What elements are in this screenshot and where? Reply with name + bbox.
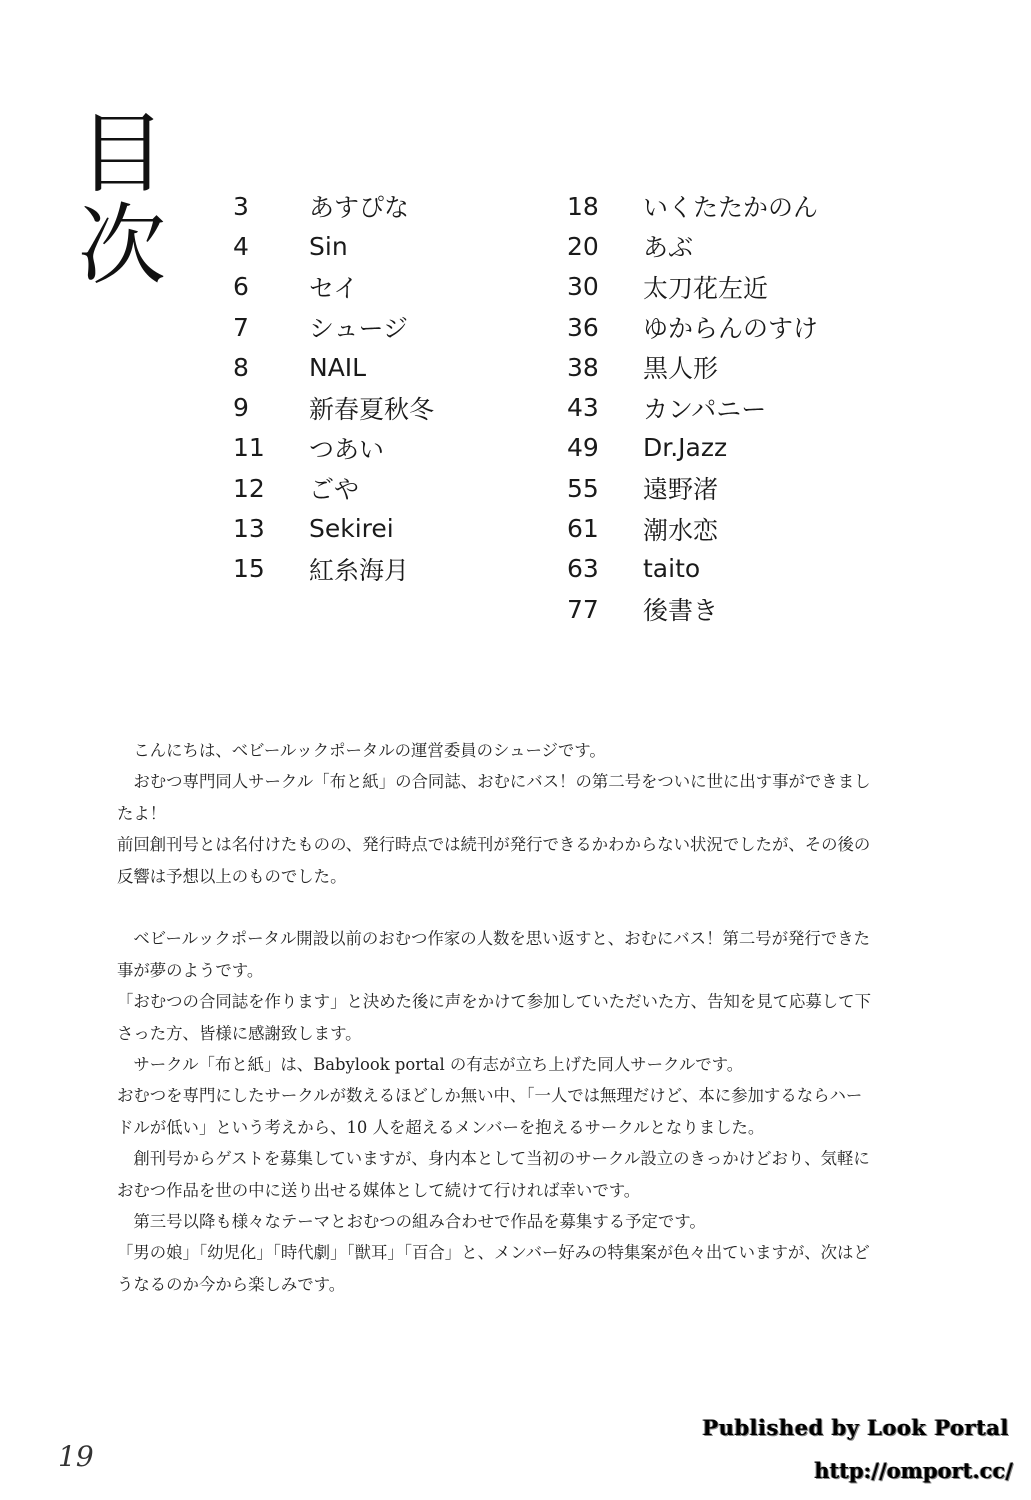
toc-author-name: カンパニー bbox=[643, 394, 767, 424]
toc-author-name: Sin bbox=[309, 231, 348, 261]
toc-author-name: つあい bbox=[309, 434, 385, 464]
paragraph: 「男の娘」「幼児化」「時代劇」「獣耳」「百合」と、メンバー好みの特集案が色々出ていますが、次はどうなるのか今から楽しみです。 bbox=[117, 1243, 870, 1294]
toc-page-number: 20 bbox=[567, 231, 599, 261]
toc-page-number: 13 bbox=[233, 514, 265, 544]
toc-author-name: 後書き bbox=[643, 596, 719, 626]
toc-author-name: ごや bbox=[309, 475, 360, 505]
toc-page-number: 6 bbox=[233, 272, 249, 302]
toc-entry bbox=[567, 186, 818, 226]
toc-page-number: 55 bbox=[567, 473, 599, 503]
paragraph-gap bbox=[117, 892, 877, 923]
toc-author-name: Sekirei bbox=[309, 514, 394, 544]
toc-author-name: 太刀花左近 bbox=[643, 273, 769, 303]
toc-author-name: いくたたかのん bbox=[643, 193, 819, 223]
paragraph: ベビールックポータル開設以前のおむつ作家の人数を思い返すと、おむにバス！第二号が発行できた事が夢のようです。 bbox=[117, 929, 870, 980]
foreword-text bbox=[117, 735, 877, 1300]
heading-char-1: 目 bbox=[78, 102, 167, 205]
toc-author-name: 黒人形 bbox=[643, 354, 719, 384]
site-url-watermark: http://omport.cc/ bbox=[814, 1458, 1013, 1483]
toc-entry bbox=[567, 549, 818, 589]
toc-entry bbox=[567, 226, 818, 266]
toc-page-number: 38 bbox=[567, 352, 599, 382]
page-number: 19 bbox=[58, 1440, 94, 1473]
toc-entry bbox=[567, 589, 818, 629]
toc-page-number: 36 bbox=[567, 312, 599, 342]
paragraph: 「おむつの合同誌を作ります」と決めた後に声をかけて参加していただいた方、告知を見て応募して下さった方、皆様に感謝致します。 bbox=[117, 992, 871, 1043]
toc-entry bbox=[233, 267, 434, 307]
toc-author-name: シュージ bbox=[309, 314, 409, 344]
toc-page-number: 61 bbox=[567, 514, 599, 544]
paragraph: おむつを専門にしたサークルが数えるほどしか無い中、「一人では無理だけど、本に参加するならハードルが低い」という考えから、10 人を超えるメンバーを抱えるサークルとなりました。 bbox=[117, 1086, 863, 1137]
toc-entry bbox=[233, 347, 434, 387]
paragraph: 前回創刊号とは名付けたものの、発行時点では続刊が発行できるかわからない状況でしたが、その後の反響は予想以上のものでした。 bbox=[117, 835, 871, 886]
publisher-watermark: Published by Look Portal bbox=[702, 1415, 1009, 1440]
toc-entry bbox=[233, 428, 434, 468]
toc-page-number: 7 bbox=[233, 312, 249, 342]
toc-entry bbox=[233, 226, 434, 266]
toc-entry bbox=[567, 307, 818, 347]
toc-entry bbox=[567, 387, 818, 427]
toc-page-number: 15 bbox=[233, 554, 265, 584]
toc-author-name: Dr.Jazz bbox=[643, 433, 728, 463]
toc-entry bbox=[233, 468, 434, 508]
toc-page-number: 63 bbox=[567, 554, 599, 584]
toc-entry bbox=[233, 549, 434, 589]
toc-page-number: 77 bbox=[567, 594, 599, 624]
toc-author-name: 遠野渚 bbox=[643, 475, 719, 505]
paragraph: 創刊号からゲストを募集していますが、身内本として当初のサークル設立のきっかけどおり、気軽におむつ作品を世の中に送り出せる媒体として続けて行ければ幸いです。 bbox=[117, 1149, 870, 1200]
toc-author-name: セイ bbox=[309, 273, 359, 303]
paragraph: こんにちは、ベビールックポータルの運営委員のシュージです。 bbox=[133, 741, 606, 760]
toc-page-number: 49 bbox=[567, 433, 599, 463]
toc-entry bbox=[233, 186, 434, 226]
toc-page-number: 18 bbox=[567, 191, 599, 221]
toc-entry bbox=[567, 347, 818, 387]
toc-author-name: 新春夏秋冬 bbox=[309, 394, 435, 424]
toc-author-name: taito bbox=[643, 554, 701, 584]
toc-page-number: 9 bbox=[233, 393, 249, 423]
toc-column-left bbox=[233, 186, 434, 589]
paragraph: サークル「布と紙」は、Babylook portal の有志が立ち上げた同人サークルです。 bbox=[133, 1055, 744, 1075]
toc-page-number: 30 bbox=[567, 272, 599, 302]
toc-entry bbox=[567, 428, 818, 468]
toc-author-name: ゆからんのすけ bbox=[643, 314, 819, 344]
toc-column-right bbox=[567, 186, 818, 629]
toc-author-name: 潮水恋 bbox=[643, 515, 719, 545]
toc-page-number: 4 bbox=[233, 231, 249, 261]
toc-author-name: NAIL bbox=[309, 352, 367, 382]
toc-page-number: 3 bbox=[233, 191, 249, 221]
toc-entry bbox=[233, 508, 434, 548]
toc-page-number: 43 bbox=[567, 393, 599, 423]
heading-char-2: 次 bbox=[78, 194, 167, 297]
toc-author-name: 紅糸海月 bbox=[309, 555, 410, 585]
paragraph: 第三号以降も様々なテーマとおむつの組み合わせで作品を募集する予定です。 bbox=[133, 1212, 706, 1232]
toc-entry bbox=[567, 508, 818, 548]
toc-page-number: 8 bbox=[233, 352, 249, 382]
toc-author-name: あすぴな bbox=[309, 193, 410, 223]
toc-page-number: 11 bbox=[233, 433, 265, 463]
toc-author-name: あぶ bbox=[643, 233, 694, 263]
toc-entry bbox=[567, 468, 818, 508]
toc-entry bbox=[233, 387, 434, 427]
paragraph: おむつ専門同人サークル「布と紙」の合同誌、おむにバス！の第二号をついに世に出す事ができましたよ！ bbox=[117, 772, 871, 823]
toc-page-number: 12 bbox=[233, 473, 265, 503]
toc-entry bbox=[567, 267, 818, 307]
toc-entry bbox=[233, 307, 434, 347]
toc-heading bbox=[78, 102, 178, 297]
